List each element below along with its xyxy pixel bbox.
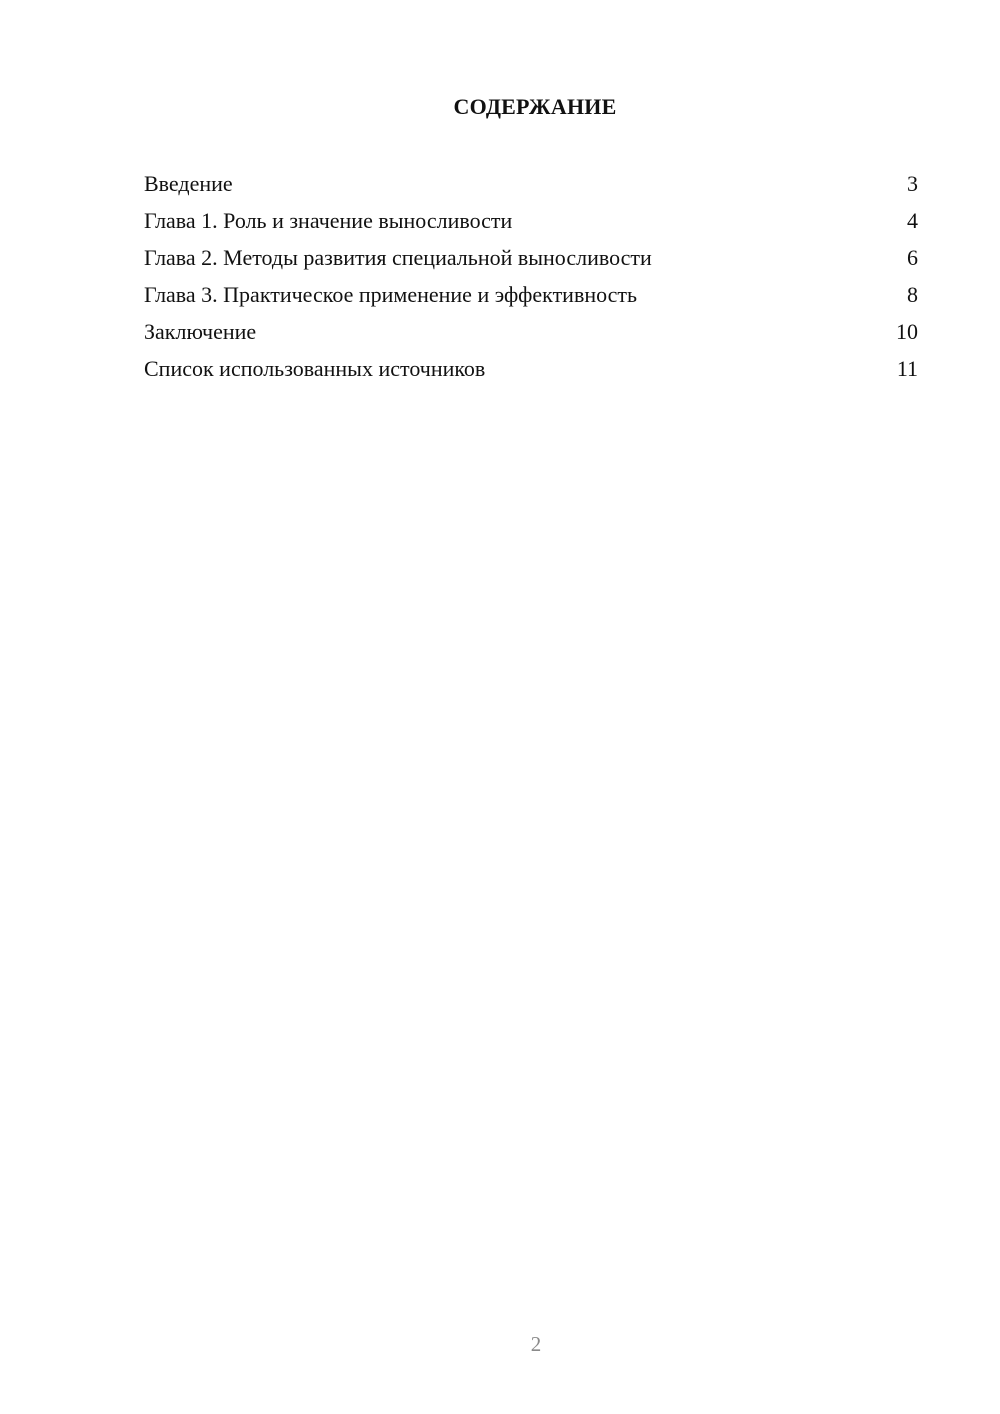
toc-entry-introduction [144,169,918,206]
toc-entry-chapter-3 [144,280,918,317]
toc-title: СОДЕРЖАНИЕ [453,94,617,119]
toc-entry-page: 3 [907,171,918,196]
toc-entry-page: 6 [907,245,918,270]
page-number: 2 [530,1332,542,1356]
toc-entry-page: 10 [896,319,918,344]
toc-entry-page: 11 [896,356,918,381]
toc-entry-label: Глава 1. Роль и значение выносливости [144,208,513,233]
toc-entry-label: Список использованных источников [144,356,486,381]
toc-entry-label: Глава 2. Методы развития специальной выносливости [144,245,652,270]
toc-entry-chapter-1 [144,206,918,243]
toc-entry-conclusion [144,317,918,354]
toc-entry-label: Заключение [144,319,257,344]
toc-entry-label: Глава 3. Практическое применение и эффективность [144,282,638,307]
toc-entry-references [144,354,918,391]
toc-entry-label: Введение [144,171,233,196]
toc-entry-chapter-2 [144,243,918,280]
toc-entry-page: 8 [907,282,918,307]
toc-entry-page: 4 [907,208,918,233]
table-of-contents [144,169,918,391]
